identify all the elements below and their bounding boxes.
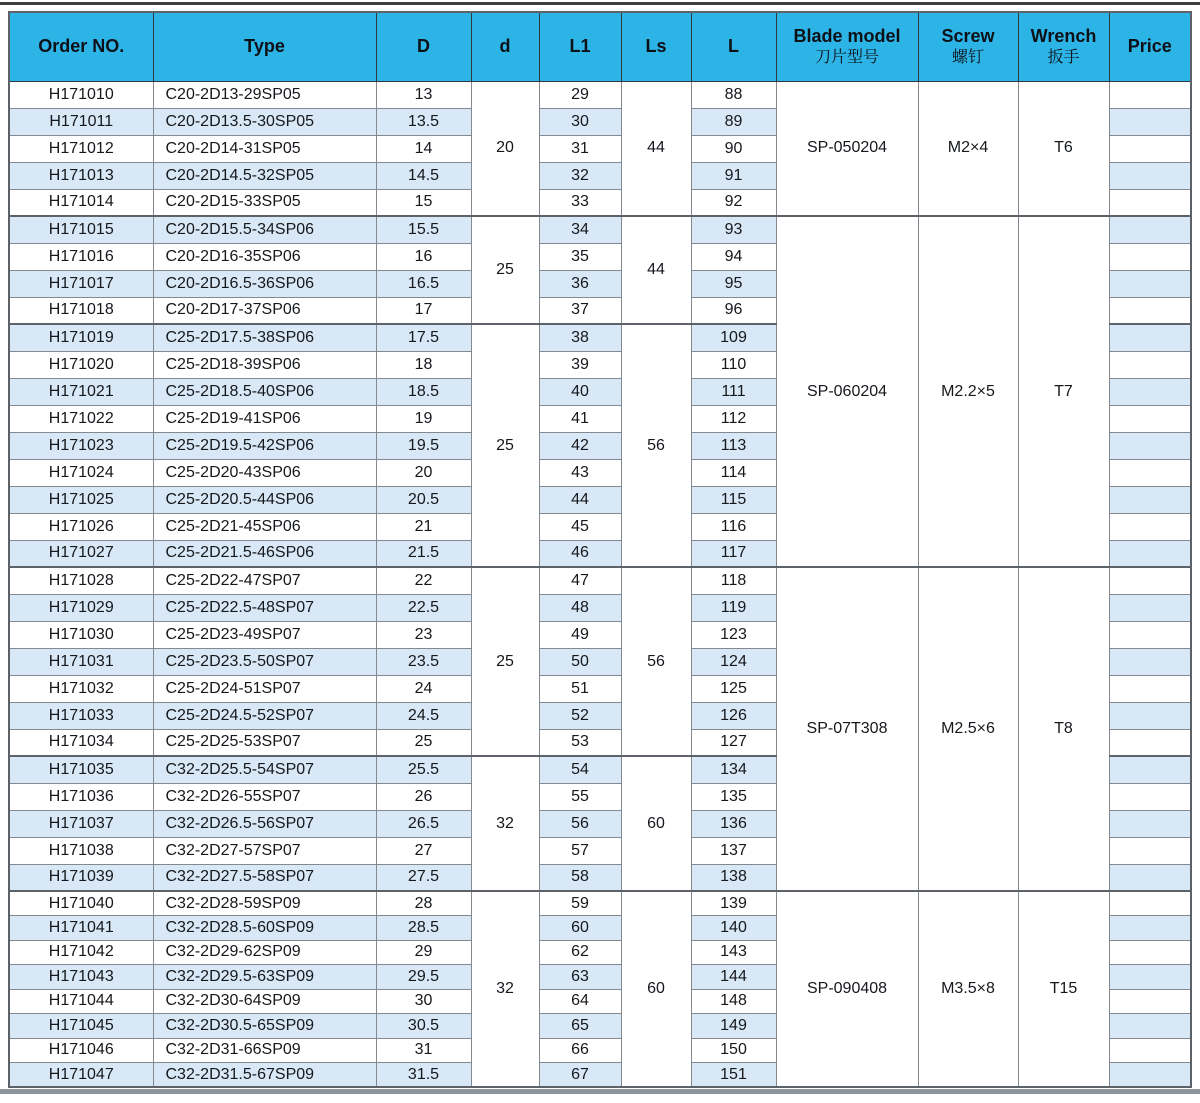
d-value-cell: 19 (376, 405, 471, 432)
price-cell (1109, 621, 1191, 648)
type-cell: C25-2D24-51SP07 (153, 675, 376, 702)
ls-value-cell: 44 (621, 81, 691, 216)
header-label: D (417, 36, 430, 57)
price-cell (1109, 432, 1191, 459)
price-cell (1109, 243, 1191, 270)
d-value-cell: 31 (376, 1038, 471, 1063)
wrench-cell: T8 (1018, 567, 1109, 891)
l-value-cell: 126 (691, 702, 776, 729)
screw-cell: M2.2×5 (918, 216, 1018, 567)
header-label-zh: 螺钉 (951, 49, 984, 67)
d-value-cell: 23.5 (376, 648, 471, 675)
d-value-cell: 29 (376, 940, 471, 965)
price-cell (1109, 216, 1191, 243)
bore-diameter-cell: 32 (471, 891, 539, 1087)
header-screw (918, 12, 1018, 81)
type-cell: C32-2D29-62SP09 (153, 940, 376, 965)
price-cell (1109, 297, 1191, 324)
l1-value-cell: 67 (539, 1063, 621, 1088)
header-label: L (728, 36, 739, 57)
l-value-cell: 88 (691, 81, 776, 108)
type-cell: C32-2D29.5-63SP09 (153, 965, 376, 990)
l1-value-cell: 55 (539, 783, 621, 810)
wrench-cell: T6 (1018, 81, 1109, 216)
d-value-cell: 17 (376, 297, 471, 324)
type-cell: C20-2D13.5-30SP05 (153, 108, 376, 135)
order-no-cell: H171034 (9, 729, 153, 756)
type-cell: C20-2D13-29SP05 (153, 81, 376, 108)
header-price (1109, 12, 1191, 81)
l1-value-cell: 56 (539, 810, 621, 837)
l1-value-cell: 42 (539, 432, 621, 459)
price-cell (1109, 459, 1191, 486)
table-row (9, 567, 1191, 594)
price-cell (1109, 135, 1191, 162)
l1-value-cell: 34 (539, 216, 621, 243)
l1-value-cell: 33 (539, 189, 621, 216)
d-value-cell: 18 (376, 351, 471, 378)
price-cell (1109, 378, 1191, 405)
order-no-cell: H171044 (9, 989, 153, 1014)
ls-value-cell: 56 (621, 324, 691, 567)
blade-model-cell: SP-07T308 (776, 567, 918, 891)
d-value-cell: 18.5 (376, 378, 471, 405)
price-cell (1109, 1038, 1191, 1063)
order-no-cell: H171041 (9, 916, 153, 941)
d-value-cell: 23 (376, 621, 471, 648)
l1-value-cell: 64 (539, 989, 621, 1014)
price-cell (1109, 1014, 1191, 1039)
order-no-cell: H171026 (9, 513, 153, 540)
d-value-cell: 29.5 (376, 965, 471, 990)
l-value-cell: 123 (691, 621, 776, 648)
type-cell: C25-2D18.5-40SP06 (153, 378, 376, 405)
d-value-cell: 30 (376, 989, 471, 1014)
l-value-cell: 138 (691, 864, 776, 891)
top-rule (0, 2, 1200, 5)
header-wrench (1018, 12, 1109, 81)
table-row (9, 216, 1191, 243)
type-cell: C20-2D14.5-32SP05 (153, 162, 376, 189)
l-value-cell: 90 (691, 135, 776, 162)
l1-value-cell: 59 (539, 891, 621, 916)
price-cell (1109, 189, 1191, 216)
order-no-cell: H171013 (9, 162, 153, 189)
price-cell (1109, 108, 1191, 135)
d-value-cell: 26.5 (376, 810, 471, 837)
order-no-cell: H171019 (9, 324, 153, 351)
price-cell (1109, 965, 1191, 990)
d-value-cell: 16 (376, 243, 471, 270)
price-cell (1109, 405, 1191, 432)
type-cell: C32-2D31.5-67SP09 (153, 1063, 376, 1088)
price-cell (1109, 891, 1191, 916)
l1-value-cell: 48 (539, 594, 621, 621)
order-no-cell: H171017 (9, 270, 153, 297)
l1-value-cell: 49 (539, 621, 621, 648)
d-value-cell: 25.5 (376, 756, 471, 783)
l1-value-cell: 38 (539, 324, 621, 351)
d-value-cell: 14.5 (376, 162, 471, 189)
header-d-lower (471, 12, 539, 81)
l-value-cell: 136 (691, 810, 776, 837)
order-no-cell: H171027 (9, 540, 153, 567)
l1-value-cell: 60 (539, 916, 621, 941)
l-value-cell: 127 (691, 729, 776, 756)
header-label: Blade model (793, 25, 901, 46)
d-value-cell: 19.5 (376, 432, 471, 459)
header-label: Order NO. (38, 36, 125, 57)
bore-diameter-cell: 25 (471, 324, 539, 567)
type-cell: C25-2D22-47SP07 (153, 567, 376, 594)
order-no-cell: H171028 (9, 567, 153, 594)
price-cell (1109, 940, 1191, 965)
l-value-cell: 137 (691, 837, 776, 864)
type-cell: C25-2D20-43SP06 (153, 459, 376, 486)
l1-value-cell: 52 (539, 702, 621, 729)
type-cell: C25-2D21.5-46SP06 (153, 540, 376, 567)
d-value-cell: 14 (376, 135, 471, 162)
l-value-cell: 91 (691, 162, 776, 189)
order-no-cell: H171014 (9, 189, 153, 216)
bore-diameter-cell: 25 (471, 567, 539, 756)
l-value-cell: 139 (691, 891, 776, 916)
l-value-cell: 134 (691, 756, 776, 783)
type-cell: C32-2D27.5-58SP07 (153, 864, 376, 891)
header-ls (621, 12, 691, 81)
d-value-cell: 30.5 (376, 1014, 471, 1039)
l-value-cell: 135 (691, 783, 776, 810)
price-cell (1109, 783, 1191, 810)
l1-value-cell: 47 (539, 567, 621, 594)
l-value-cell: 143 (691, 940, 776, 965)
header-l (691, 12, 776, 81)
l-value-cell: 109 (691, 324, 776, 351)
price-cell (1109, 162, 1191, 189)
l-value-cell: 114 (691, 459, 776, 486)
l-value-cell: 124 (691, 648, 776, 675)
price-cell (1109, 702, 1191, 729)
order-no-cell: H171018 (9, 297, 153, 324)
price-cell (1109, 837, 1191, 864)
wrench-cell: T15 (1018, 891, 1109, 1087)
order-no-cell: H171030 (9, 621, 153, 648)
ls-value-cell: 56 (621, 567, 691, 756)
blade-model-cell: SP-060204 (776, 216, 918, 567)
price-cell (1109, 916, 1191, 941)
price-cell (1109, 729, 1191, 756)
order-no-cell: H171045 (9, 1014, 153, 1039)
type-cell: C20-2D16.5-36SP06 (153, 270, 376, 297)
order-no-cell: H171033 (9, 702, 153, 729)
order-no-cell: H171016 (9, 243, 153, 270)
type-cell: C20-2D17-37SP06 (153, 297, 376, 324)
bore-diameter-cell: 20 (471, 81, 539, 216)
order-no-cell: H171040 (9, 891, 153, 916)
type-cell: C20-2D15.5-34SP06 (153, 216, 376, 243)
header-label-zh: 刀片型号 (814, 49, 879, 67)
header-blade-model (776, 12, 918, 81)
l1-value-cell: 30 (539, 108, 621, 135)
d-value-cell: 17.5 (376, 324, 471, 351)
d-value-cell: 20.5 (376, 486, 471, 513)
l-value-cell: 150 (691, 1038, 776, 1063)
d-value-cell: 31.5 (376, 1063, 471, 1088)
price-cell (1109, 81, 1191, 108)
type-cell: C32-2D31-66SP09 (153, 1038, 376, 1063)
l-value-cell: 115 (691, 486, 776, 513)
d-value-cell: 13.5 (376, 108, 471, 135)
l1-value-cell: 41 (539, 405, 621, 432)
type-cell: C20-2D16-35SP06 (153, 243, 376, 270)
type-cell: C32-2D26-55SP07 (153, 783, 376, 810)
order-no-cell: H171021 (9, 378, 153, 405)
order-no-cell: H171038 (9, 837, 153, 864)
header-label: Price (1127, 36, 1172, 57)
l1-value-cell: 53 (539, 729, 621, 756)
l1-value-cell: 37 (539, 297, 621, 324)
type-cell: C32-2D30.5-65SP09 (153, 1014, 376, 1039)
product-spec-table (8, 11, 1192, 1088)
order-no-cell: H171037 (9, 810, 153, 837)
screw-cell: M2×4 (918, 81, 1018, 216)
l1-value-cell: 62 (539, 940, 621, 965)
header-label: L1 (569, 36, 591, 57)
type-cell: C32-2D26.5-56SP07 (153, 810, 376, 837)
type-cell: C25-2D17.5-38SP06 (153, 324, 376, 351)
l-value-cell: 151 (691, 1063, 776, 1088)
l-value-cell: 89 (691, 108, 776, 135)
l1-value-cell: 65 (539, 1014, 621, 1039)
screw-cell: M3.5×8 (918, 891, 1018, 1087)
header-type (153, 12, 376, 81)
d-value-cell: 26 (376, 783, 471, 810)
header-d-upper (376, 12, 471, 81)
order-no-cell: H171039 (9, 864, 153, 891)
type-cell: C25-2D19.5-42SP06 (153, 432, 376, 459)
type-cell: C25-2D25-53SP07 (153, 729, 376, 756)
l-value-cell: 92 (691, 189, 776, 216)
order-no-cell: H171036 (9, 783, 153, 810)
l-value-cell: 125 (691, 675, 776, 702)
price-cell (1109, 594, 1191, 621)
price-cell (1109, 486, 1191, 513)
l1-value-cell: 35 (539, 243, 621, 270)
l1-value-cell: 45 (539, 513, 621, 540)
d-value-cell: 27.5 (376, 864, 471, 891)
l-value-cell: 110 (691, 351, 776, 378)
order-no-cell: H171031 (9, 648, 153, 675)
l-value-cell: 96 (691, 297, 776, 324)
type-cell: C20-2D15-33SP05 (153, 189, 376, 216)
type-cell: C25-2D20.5-44SP06 (153, 486, 376, 513)
price-cell (1109, 756, 1191, 783)
price-cell (1109, 351, 1191, 378)
price-cell (1109, 675, 1191, 702)
bore-diameter-cell: 32 (471, 756, 539, 891)
price-cell (1109, 567, 1191, 594)
type-cell: C25-2D22.5-48SP07 (153, 594, 376, 621)
order-no-cell: H171022 (9, 405, 153, 432)
order-no-cell: H171023 (9, 432, 153, 459)
header-label: Type (244, 36, 285, 57)
price-cell (1109, 1063, 1191, 1088)
d-value-cell: 24.5 (376, 702, 471, 729)
type-cell: C32-2D27-57SP07 (153, 837, 376, 864)
l-value-cell: 148 (691, 989, 776, 1014)
type-cell: C25-2D19-41SP06 (153, 405, 376, 432)
l-value-cell: 94 (691, 243, 776, 270)
header-label-zh: 扳手 (1047, 49, 1080, 67)
l1-value-cell: 57 (539, 837, 621, 864)
l1-value-cell: 63 (539, 965, 621, 990)
order-no-cell: H171025 (9, 486, 153, 513)
type-cell: C25-2D24.5-52SP07 (153, 702, 376, 729)
l1-value-cell: 43 (539, 459, 621, 486)
wrench-cell: T7 (1018, 216, 1109, 567)
ls-value-cell: 60 (621, 891, 691, 1087)
table-header (9, 12, 1191, 81)
header-label: Ls (645, 36, 667, 57)
type-cell: C32-2D28-59SP09 (153, 891, 376, 916)
type-cell: C32-2D30-64SP09 (153, 989, 376, 1014)
d-value-cell: 15 (376, 189, 471, 216)
l-value-cell: 93 (691, 216, 776, 243)
l1-value-cell: 44 (539, 486, 621, 513)
d-value-cell: 16.5 (376, 270, 471, 297)
table-header-row (9, 12, 1191, 81)
order-no-cell: H171047 (9, 1063, 153, 1088)
order-no-cell: H171010 (9, 81, 153, 108)
order-no-cell: H171042 (9, 940, 153, 965)
type-cell: C25-2D23-49SP07 (153, 621, 376, 648)
l1-value-cell: 32 (539, 162, 621, 189)
l1-value-cell: 66 (539, 1038, 621, 1063)
l-value-cell: 95 (691, 270, 776, 297)
l1-value-cell: 50 (539, 648, 621, 675)
type-cell: C25-2D23.5-50SP07 (153, 648, 376, 675)
l1-value-cell: 31 (539, 135, 621, 162)
d-value-cell: 21 (376, 513, 471, 540)
d-value-cell: 28.5 (376, 916, 471, 941)
order-no-cell: H171046 (9, 1038, 153, 1063)
l1-value-cell: 54 (539, 756, 621, 783)
d-value-cell: 22.5 (376, 594, 471, 621)
l-value-cell: 149 (691, 1014, 776, 1039)
d-value-cell: 22 (376, 567, 471, 594)
order-no-cell: H171011 (9, 108, 153, 135)
header-label: Screw (941, 25, 995, 46)
l-value-cell: 118 (691, 567, 776, 594)
order-no-cell: H171020 (9, 351, 153, 378)
l1-value-cell: 36 (539, 270, 621, 297)
d-value-cell: 28 (376, 891, 471, 916)
type-cell: C25-2D21-45SP06 (153, 513, 376, 540)
price-cell (1109, 810, 1191, 837)
price-cell (1109, 864, 1191, 891)
price-cell (1109, 513, 1191, 540)
ls-value-cell: 44 (621, 216, 691, 324)
bottom-rule (0, 1089, 1200, 1094)
price-cell (1109, 540, 1191, 567)
l-value-cell: 112 (691, 405, 776, 432)
blade-model-cell: SP-090408 (776, 891, 918, 1087)
order-no-cell: H171015 (9, 216, 153, 243)
l1-value-cell: 46 (539, 540, 621, 567)
d-value-cell: 25 (376, 729, 471, 756)
order-no-cell: H171012 (9, 135, 153, 162)
bore-diameter-cell: 25 (471, 216, 539, 324)
header-l1 (539, 12, 621, 81)
header-label: Wrench (1030, 25, 1097, 46)
l1-value-cell: 39 (539, 351, 621, 378)
l1-value-cell: 51 (539, 675, 621, 702)
blade-model-cell: SP-050204 (776, 81, 918, 216)
table-row (9, 891, 1191, 916)
l1-value-cell: 29 (539, 81, 621, 108)
d-value-cell: 24 (376, 675, 471, 702)
d-value-cell: 13 (376, 81, 471, 108)
type-cell: C32-2D28.5-60SP09 (153, 916, 376, 941)
order-no-cell: H171032 (9, 675, 153, 702)
l1-value-cell: 40 (539, 378, 621, 405)
d-value-cell: 27 (376, 837, 471, 864)
l-value-cell: 144 (691, 965, 776, 990)
price-cell (1109, 648, 1191, 675)
l-value-cell: 119 (691, 594, 776, 621)
d-value-cell: 20 (376, 459, 471, 486)
l-value-cell: 116 (691, 513, 776, 540)
l1-value-cell: 58 (539, 864, 621, 891)
l-value-cell: 111 (691, 378, 776, 405)
price-cell (1109, 989, 1191, 1014)
ls-value-cell: 60 (621, 756, 691, 891)
table-row (9, 81, 1191, 108)
screw-cell: M2.5×6 (918, 567, 1018, 891)
l-value-cell: 140 (691, 916, 776, 941)
d-value-cell: 21.5 (376, 540, 471, 567)
order-no-cell: H171029 (9, 594, 153, 621)
type-cell: C32-2D25.5-54SP07 (153, 756, 376, 783)
order-no-cell: H171035 (9, 756, 153, 783)
l-value-cell: 113 (691, 432, 776, 459)
type-cell: C20-2D14-31SP05 (153, 135, 376, 162)
d-value-cell: 15.5 (376, 216, 471, 243)
order-no-cell: H171024 (9, 459, 153, 486)
price-cell (1109, 324, 1191, 351)
order-no-cell: H171043 (9, 965, 153, 990)
header-label: d (499, 36, 511, 57)
header-order-no (9, 12, 153, 81)
l-value-cell: 117 (691, 540, 776, 567)
type-cell: C25-2D18-39SP06 (153, 351, 376, 378)
price-cell (1109, 270, 1191, 297)
product-table-body (9, 81, 1191, 1087)
